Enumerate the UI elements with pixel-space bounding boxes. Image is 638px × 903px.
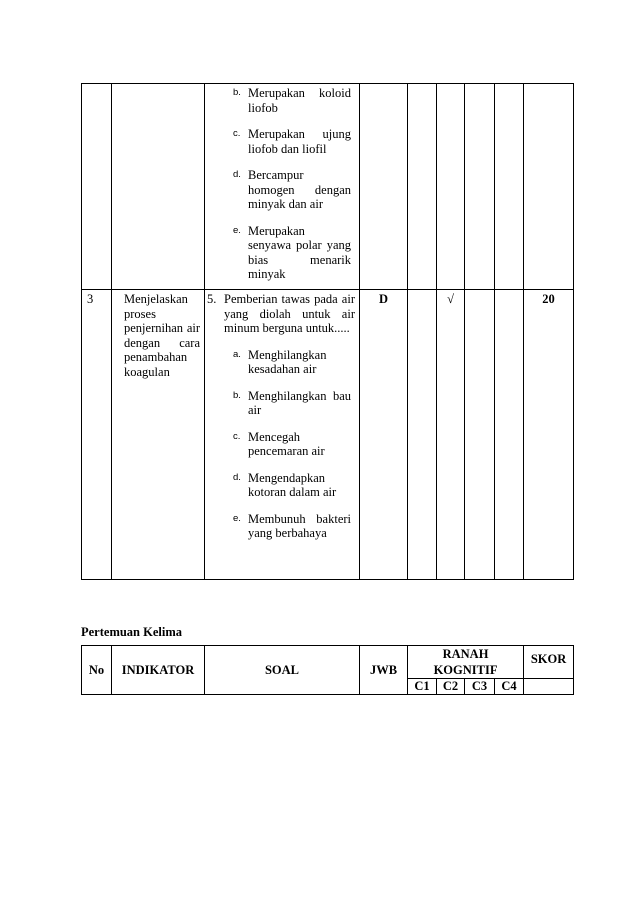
answer-option xyxy=(233,168,351,212)
indikator-text: Menjelaskan proses penjernihan air dengan cara penambahan koagulan xyxy=(124,292,200,379)
header-c4: C4 xyxy=(495,679,524,695)
indikator-cell xyxy=(112,84,205,290)
no-cell xyxy=(82,84,112,290)
option-text: Mencegah pencemaran air xyxy=(248,429,325,458)
jwb-cell xyxy=(360,84,408,290)
table-row xyxy=(82,290,574,580)
header-table xyxy=(81,645,574,695)
answer-options xyxy=(233,86,355,282)
option-text: Menghilangkan kesadahan air xyxy=(248,347,327,376)
header-soal: SOAL xyxy=(205,646,360,695)
option-text: Membunuh bakteri yang berbahaya xyxy=(248,511,351,540)
no-cell xyxy=(82,290,112,580)
c2-cell xyxy=(437,84,465,290)
c3-cell xyxy=(465,290,495,580)
c4-cell xyxy=(495,290,524,580)
option-letter: d. xyxy=(233,169,241,180)
header-c2: C2 xyxy=(437,679,465,695)
skor-cell xyxy=(524,84,574,290)
option-letter: c. xyxy=(233,128,241,139)
answer-option xyxy=(233,389,351,418)
answer-option xyxy=(233,127,351,156)
score-value: 20 xyxy=(542,292,555,306)
option-text: Merupakan koloid liofob xyxy=(248,86,351,115)
option-text: Mengendapkan kotoran dalam air xyxy=(248,470,337,499)
soal-cell xyxy=(205,290,360,580)
header-indikator: INDIKATOR xyxy=(112,646,205,695)
header-row xyxy=(82,646,574,679)
option-letter: d. xyxy=(233,471,241,483)
c2-cell xyxy=(437,290,465,580)
answer-key: D xyxy=(378,292,389,306)
question-text: Pemberian tawas pada air yang diolah untuk air minum berguna untuk..... xyxy=(224,292,355,335)
option-text: Merupakan ujung liofob dan liofil xyxy=(248,127,351,156)
c1-cell xyxy=(408,84,437,290)
indikator-cell xyxy=(112,290,205,580)
answer-options xyxy=(207,348,355,541)
question-table xyxy=(81,83,574,580)
option-letter: e. xyxy=(233,224,241,236)
header-c1: C1 xyxy=(408,679,437,695)
c1-cell xyxy=(408,290,437,580)
header-jwb: JWB xyxy=(360,646,408,695)
option-letter: b. xyxy=(233,87,241,98)
section-title: Pertemuan Kelima xyxy=(81,625,183,639)
answer-option xyxy=(233,471,351,500)
c2-check-mark: √ xyxy=(447,292,454,306)
header-c3: C3 xyxy=(465,679,495,695)
soal-cell xyxy=(205,84,360,290)
answer-option xyxy=(233,348,351,377)
row-number: 3 xyxy=(87,292,94,306)
header-skor-blank xyxy=(524,679,574,695)
option-text: Menghilangkan bau air xyxy=(248,388,351,417)
c3-cell xyxy=(465,84,495,290)
option-letter: a. xyxy=(233,348,241,360)
answer-option xyxy=(233,430,351,459)
jwb-cell xyxy=(360,290,408,580)
answer-option xyxy=(233,224,351,282)
option-text: Merupakan senyawa polar yang bias menarik minyak xyxy=(248,223,351,281)
c4-cell xyxy=(495,84,524,290)
option-text: Bercampur homogen dengan minyak dan air xyxy=(248,168,351,211)
option-letter: e. xyxy=(233,512,241,524)
skor-cell xyxy=(524,290,574,580)
answer-option xyxy=(233,86,351,115)
answer-option xyxy=(233,512,351,541)
option-letter: c. xyxy=(233,430,241,442)
header-ranah-kognitif: RANAH KOGNITIF xyxy=(408,646,524,679)
table-row xyxy=(82,84,574,290)
header-skor: SKOR xyxy=(524,646,574,679)
question xyxy=(207,292,355,336)
question-number: 5. xyxy=(207,292,217,306)
option-letter: b. xyxy=(233,389,241,401)
header-no: No xyxy=(82,646,112,695)
